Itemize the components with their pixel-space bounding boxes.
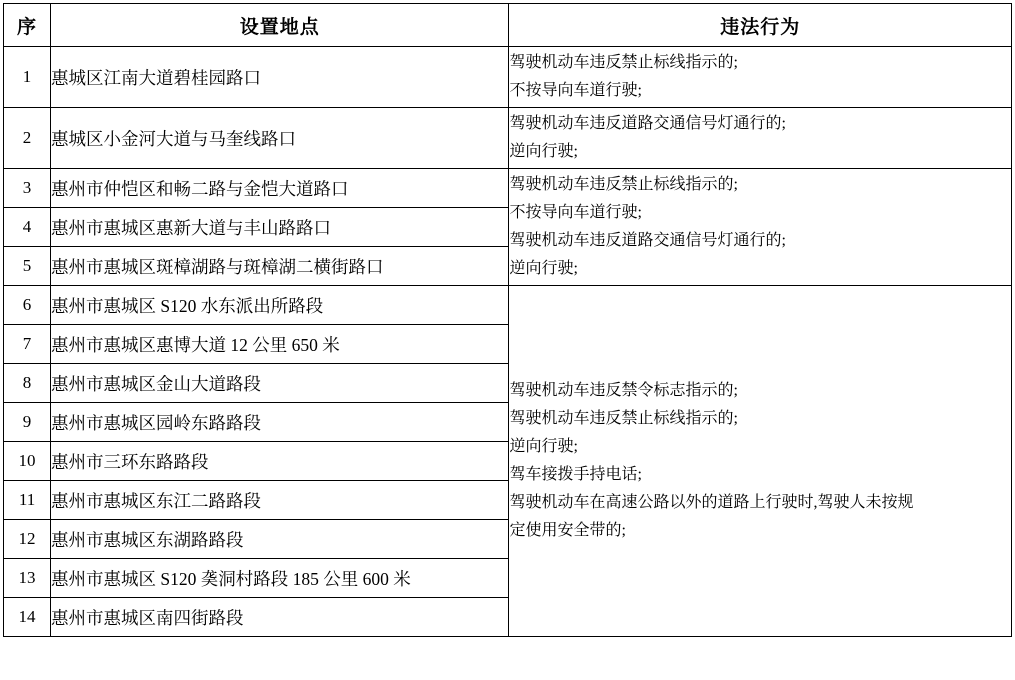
cell-index: 7: [4, 325, 51, 364]
table-body: [4, 47, 1012, 637]
header-location: 设置地点: [51, 4, 509, 47]
violation-line: 驾驶机动车在高速公路以外的道路上行驶时,驾驶人未按规: [509, 494, 914, 511]
cell-index: 2: [4, 108, 51, 169]
header-violation: 违法行为: [509, 4, 1012, 47]
violation-line: 驾驶机动车违反禁止标线指示的;: [509, 176, 738, 193]
cell-location: 惠州市惠城区金山大道路段: [51, 364, 509, 403]
cell-index: 9: [4, 403, 51, 442]
cell-index: 14: [4, 598, 51, 637]
cell-index: 5: [4, 247, 51, 286]
table-row: [4, 169, 1012, 208]
cell-location: 惠州市仲恺区和畅二路与金恺大道路口: [51, 169, 509, 208]
violation-line: 驾驶机动车违反禁止标线指示的;: [509, 54, 738, 71]
violation-line: 逆向行驶;: [509, 260, 578, 277]
cell-location: 惠城区小金河大道与马奎线路口: [51, 108, 509, 169]
cell-location: 惠州市惠城区东江二路路段: [51, 481, 509, 520]
table-header-row: [4, 4, 1012, 47]
violation-line: 定使用安全带的;: [509, 522, 626, 539]
cell-index: 12: [4, 520, 51, 559]
cell-index: 1: [4, 47, 51, 108]
cell-location: 惠州市惠城区南四街路段: [51, 598, 509, 637]
violation-table: [3, 3, 1012, 637]
cell-location: 惠州市惠城区 S120 䶮洞村路段 185 公里 600 米: [51, 559, 509, 598]
cell-violation-group-1: [509, 47, 1012, 108]
violation-line: 驾车接拨手持电话;: [509, 466, 642, 483]
header-index: 序: [4, 4, 51, 47]
table-row: [4, 47, 1012, 108]
cell-violation-group-3: [509, 169, 1012, 286]
violation-line: 驾驶机动车违反道路交通信号灯通行的;: [509, 115, 786, 132]
cell-location: 惠城区江南大道碧桂园路口: [51, 47, 509, 108]
violation-line: 逆向行驶;: [509, 143, 578, 160]
violation-line: 不按导向车道行驶;: [509, 82, 642, 99]
table-row: [4, 108, 1012, 169]
violation-line: 不按导向车道行驶;: [509, 204, 642, 221]
cell-location: 惠州市惠城区东湖路路段: [51, 520, 509, 559]
cell-violation-group-4: [509, 286, 1012, 637]
cell-index: 10: [4, 442, 51, 481]
cell-index: 11: [4, 481, 51, 520]
cell-location: 惠州市惠城区 S120 水东派出所路段: [51, 286, 509, 325]
cell-violation-group-2: [509, 108, 1012, 169]
cell-location: 惠州市惠城区园岭东路路段: [51, 403, 509, 442]
document-page: [0, 3, 1015, 680]
cell-index: 13: [4, 559, 51, 598]
table-header: [4, 4, 1012, 47]
cell-location: 惠州市惠城区惠博大道 12 公里 650 米: [51, 325, 509, 364]
cell-location: 惠州市惠城区惠新大道与丰山路路口: [51, 208, 509, 247]
cell-location: 惠州市惠城区斑樟湖路与斑樟湖二横街路口: [51, 247, 509, 286]
cell-index: 3: [4, 169, 51, 208]
cell-index: 8: [4, 364, 51, 403]
table-row: [4, 286, 1012, 325]
violation-line: 驾驶机动车违反禁令标志指示的;: [509, 382, 738, 399]
cell-index: 6: [4, 286, 51, 325]
violation-line: 逆向行驶;: [509, 438, 578, 455]
violation-line: 驾驶机动车违反禁止标线指示的;: [509, 410, 738, 427]
violation-line: 驾驶机动车违反道路交通信号灯通行的;: [509, 232, 786, 249]
cell-location: 惠州市三环东路路段: [51, 442, 509, 481]
cell-index: 4: [4, 208, 51, 247]
